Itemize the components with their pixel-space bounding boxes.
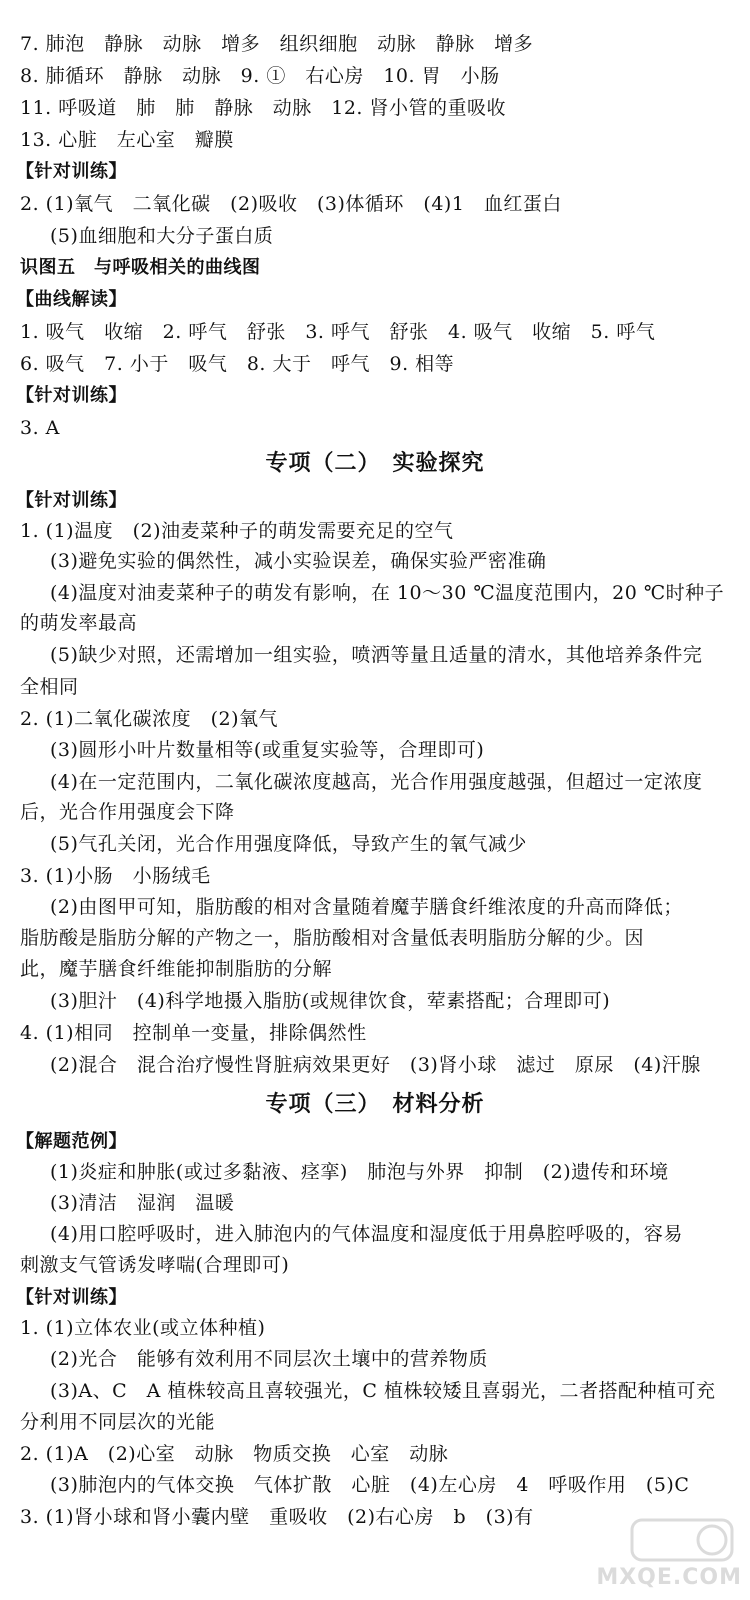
- answer-line-mat-1-3: (3)A、C A 植株较高且喜较强光，C 植株较矮且喜弱光，二者搭配种植可充: [50, 1380, 716, 1402]
- answer-line-11-12: 11. 呼吸道 肺 肺 静脉 动脉 12. 肾小管的重吸收: [20, 97, 507, 119]
- answer-line-mat-2: 2. (1)A (2)心室 动脉 物质交换 心室 动脉: [20, 1443, 449, 1465]
- answer-line-3: 3. A: [20, 417, 60, 439]
- answer-line-exp-4-2: (2)混合 混合治疗慢性肾脏病效果更好 (3)肾小球 滤过 原尿 (4)汗腺: [50, 1054, 701, 1076]
- section-title-special-2: 专项（二） 实验探究: [265, 451, 485, 476]
- answer-line-example-1: (1)炎症和肿胀(或过多黏液、痉挛) 肺泡与外界 抑制 (2)遗传和环境: [50, 1161, 669, 1183]
- answer-line-2: 2. (1)氧气 二氧化碳 (2)吸收 (3)体循环 (4)1 血红蛋白: [20, 193, 562, 215]
- answer-line-example-4-cont: 刺激支气管诱发哮喘(合理即可): [20, 1254, 290, 1276]
- answer-line-exp-3-2-cont: 脂肪酸是脂肪分解的产物之一，脂肪酸相对含量低表明脂肪分解的少。因: [20, 927, 645, 949]
- answer-line-exp-3-3: (3)胆汁 (4)科学地摄入脂肪(或规律饮食，荤素搭配；合理即可): [50, 990, 611, 1012]
- answer-line-exp-2-4-cont: 后，光合作用强度会下降: [20, 801, 235, 823]
- watermark-text: MXQE.COM: [596, 1565, 742, 1590]
- answer-line-2-5: (5)血细胞和大分子蛋白质: [50, 225, 274, 247]
- answer-line-example-3: (3)清洁 湿润 温暖: [50, 1192, 235, 1214]
- answer-line-exp-1-4-cont: 的萌发率最高: [20, 612, 138, 634]
- answer-line-exp-3-2: (2)由图甲可知，脂肪酸的相对含量随着魔芋膳食纤维浓度的升高而降低；: [50, 896, 683, 918]
- answer-line-7-8: 7. 肺泡 静脉 动脉 增多 组织细胞 动脉 静脉 增多: [20, 33, 534, 55]
- answer-line-mat-1-3-cont: 分利用不同层次的光能: [20, 1411, 216, 1433]
- section-title-special-3: 专项（三） 材料分析: [265, 1092, 485, 1117]
- section-label-targeted-training: 【针对训练】: [16, 1287, 127, 1308]
- section-label-worked-example: 【解题范例】: [16, 1131, 127, 1152]
- answer-line-mat-1: 1. (1)立体农业(或立体种植): [20, 1317, 266, 1339]
- answer-line-exp-2-4: (4)在一定范围内，二氧化碳浓度越高，光合作用强度越强，但超过一定浓度: [50, 771, 703, 793]
- section-label-targeted-training: 【针对训练】: [16, 490, 127, 511]
- section-label-targeted-training: 【针对训练】: [16, 385, 127, 406]
- answer-line-curve-6-9: 6. 吸气 7. 小于 吸气 8. 大于 呼气 9. 相等: [20, 353, 455, 375]
- answer-line-8-10: 8. 肺循环 静脉 动脉 9. ① 右心房 10. 胃 小肠: [20, 65, 500, 87]
- answer-line-example-4: (4)用口腔呼吸时，进入肺泡内的气体温度和湿度低于用鼻腔呼吸的，容易: [50, 1223, 683, 1245]
- answer-line-exp-2: 2. (1)二氧化碳浓度 (2)氧气: [20, 708, 278, 730]
- answer-line-exp-1-4: (4)温度对油麦菜种子的萌发有影响，在 10～30 ℃温度范围内，20 ℃时种子: [50, 582, 725, 604]
- answer-line-mat-1-2: (2)光合 能够有效利用不同层次土壤中的营养物质: [50, 1348, 488, 1370]
- answer-line-curve-1-5: 1. 吸气 收缩 2. 呼气 舒张 3. 呼气 舒张 4. 吸气 收缩 5. 呼气: [20, 321, 656, 343]
- answer-line-exp-4: 4. (1)相同 控制单一变量，排除偶然性: [20, 1022, 367, 1044]
- answer-line-mat-2-3: (3)肺泡内的气体交换 气体扩散 心脏 (4)左心房 4 呼吸作用 (5)C: [50, 1474, 690, 1496]
- section-label-targeted-training: 【针对训练】: [16, 161, 127, 182]
- answer-line-exp-1-3: (3)避免实验的偶然性，减小实验误差，确保实验严密准确: [50, 550, 547, 572]
- answer-line-13: 13. 心脏 左心室 瓣膜: [20, 129, 234, 151]
- answer-line-exp-3-2-end: 此，魔芋膳食纤维能抑制脂肪的分解: [20, 958, 333, 980]
- answer-line-exp-2-5: (5)气孔关闭，光合作用强度降低，导致产生的氧气减少: [50, 833, 527, 855]
- section-label-curve-reading: 【曲线解读】: [16, 289, 127, 310]
- answer-line-mat-3: 3. (1)肾小球和肾小囊内壁 重吸收 (2)右心房 b (3)有: [20, 1506, 534, 1528]
- answer-line-exp-3: 3. (1)小肠 小肠绒毛: [20, 865, 211, 887]
- answer-line-exp-1-5: (5)缺少对照，还需增加一组实验，喷洒等量且适量的清水，其他培养条件完: [50, 644, 703, 666]
- subsection-heading-figure-5: 识图五 与呼吸相关的曲线图: [20, 257, 261, 278]
- answer-line-exp-1-5-cont: 全相同: [20, 676, 79, 698]
- answer-line-exp-2-3: (3)圆形小叶片数量相等(或重复实验等，合理即可): [50, 739, 485, 761]
- answer-line-exp-1: 1. (1)温度 (2)油麦菜种子的萌发需要充足的空气: [20, 520, 454, 542]
